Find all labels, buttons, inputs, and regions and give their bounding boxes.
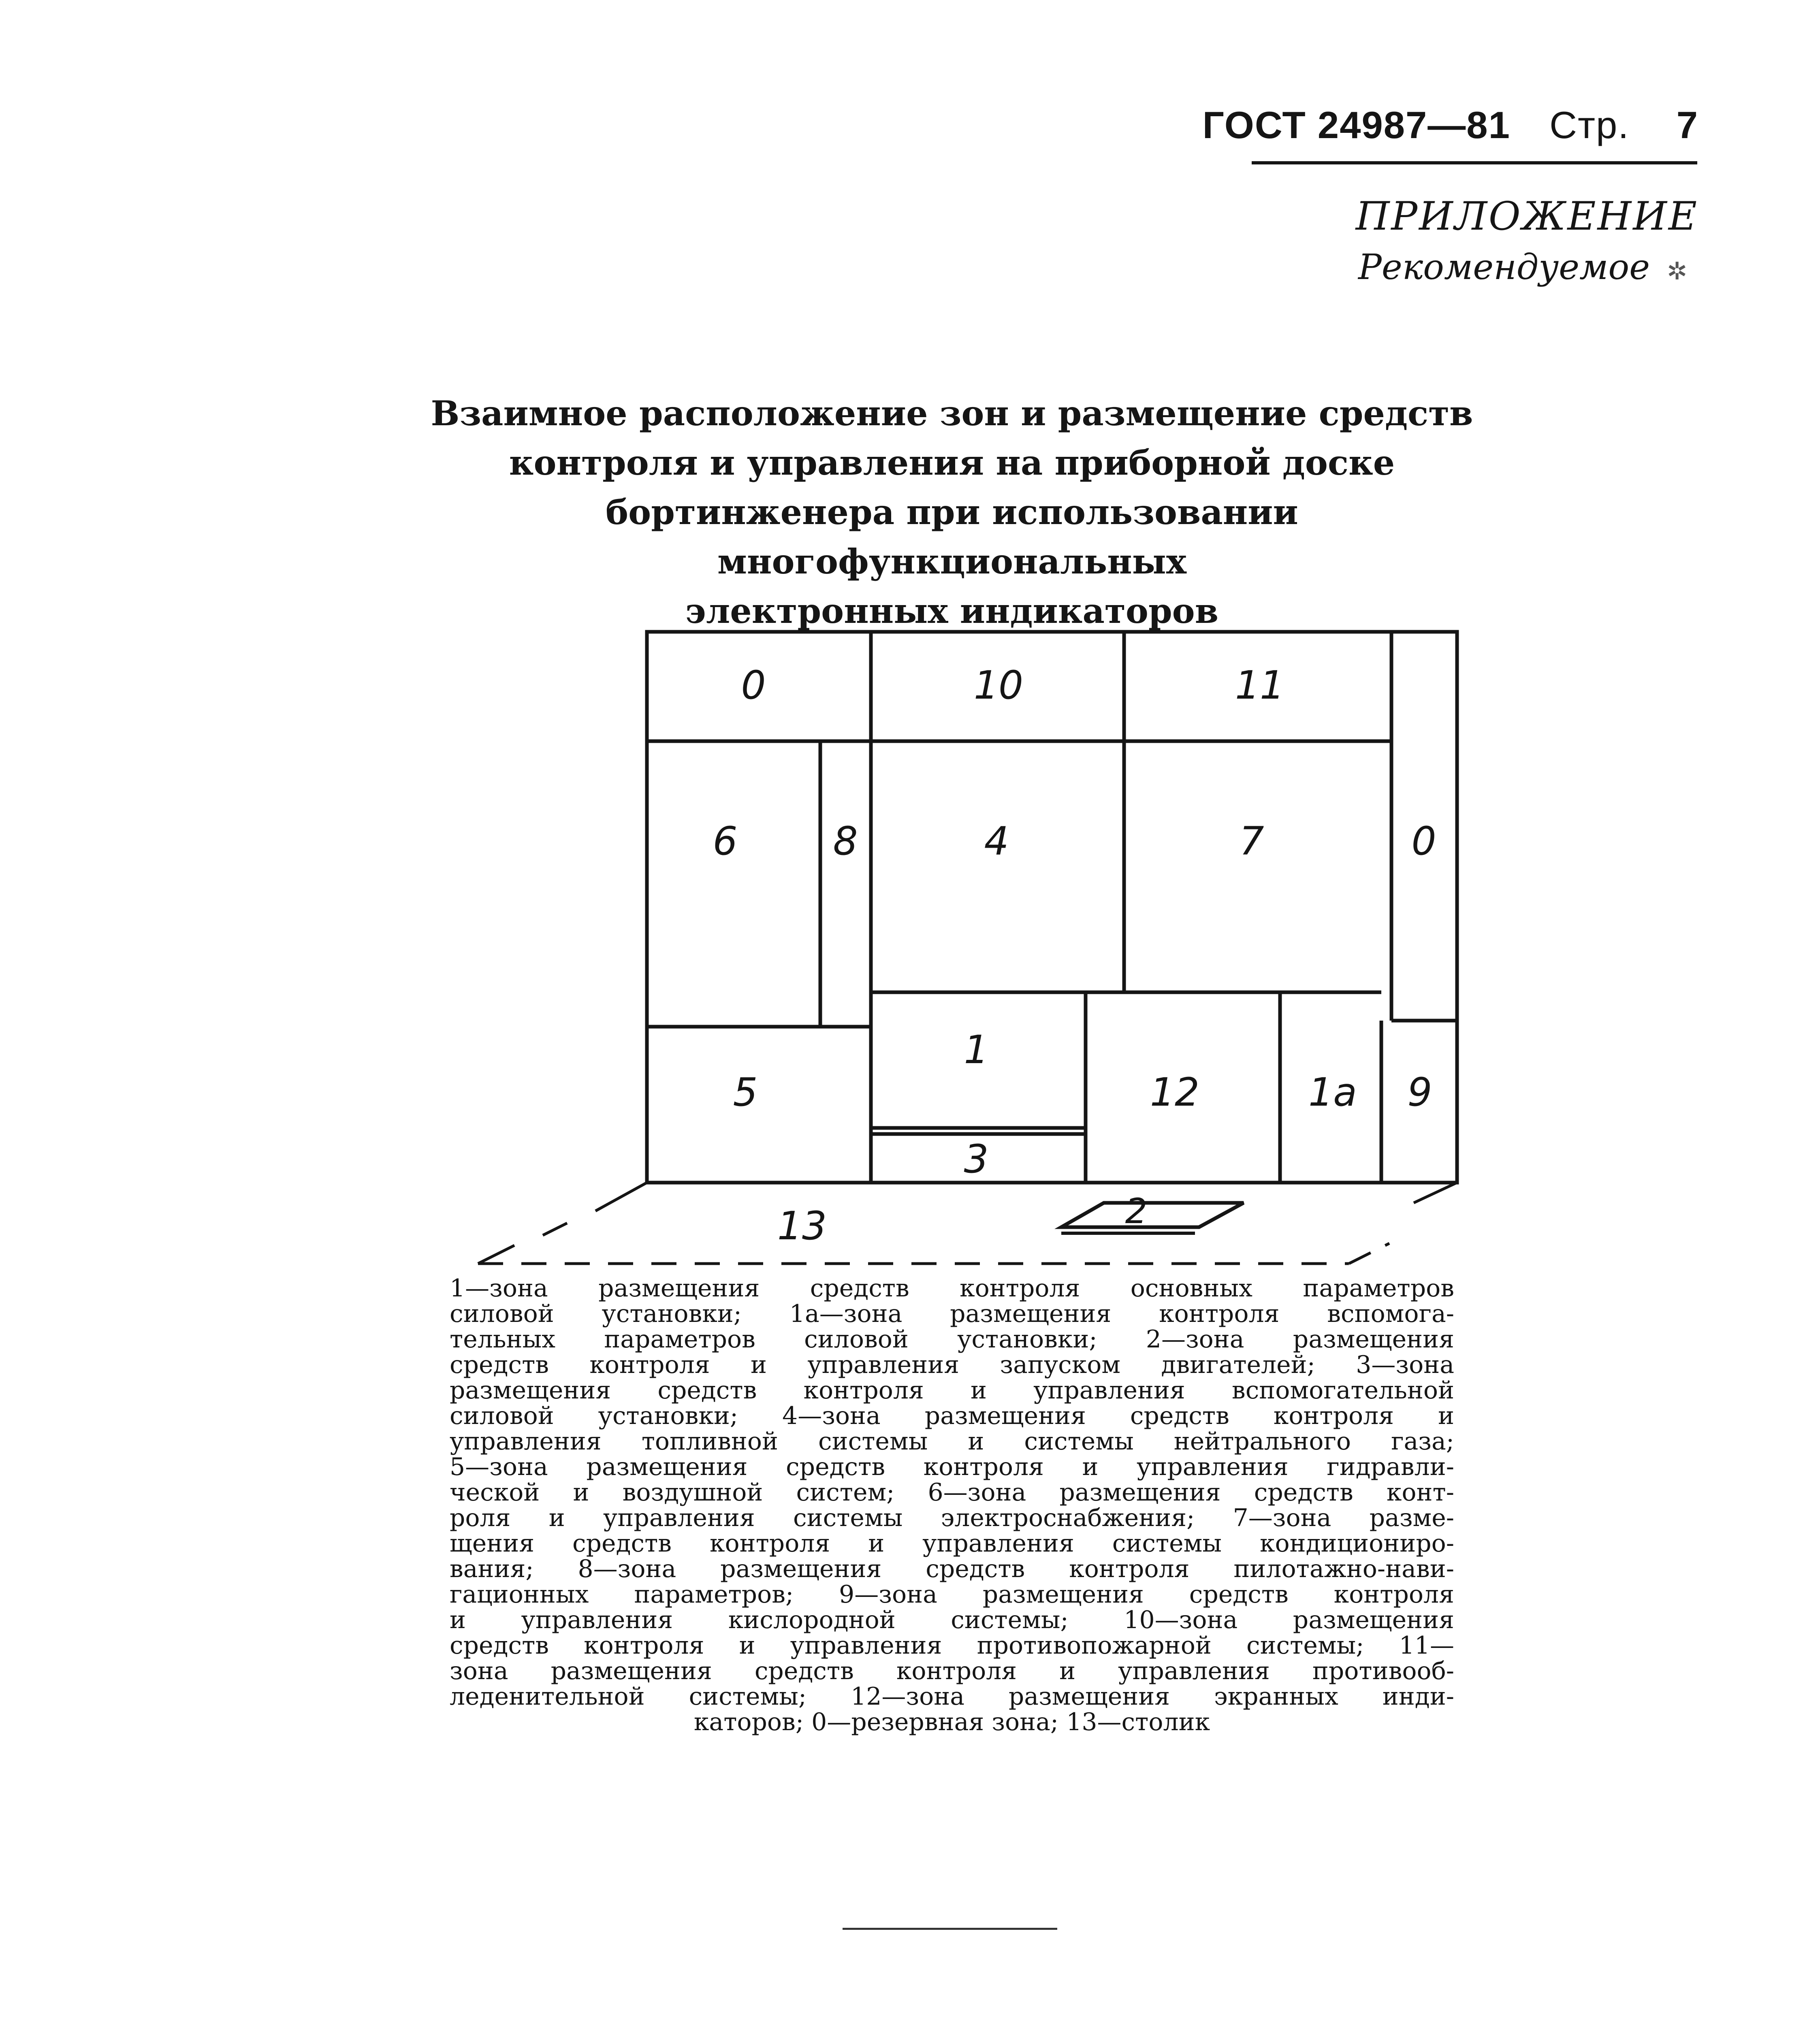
zone-label-10: 10 (973, 663, 1024, 708)
appendix-status: Рекомендуемое (1358, 247, 1650, 288)
title-line: электронных индикаторов (685, 591, 1219, 631)
legend-line: силовой установки; 4—зона размещения средств контроля и (450, 1402, 1454, 1430)
title-line: бортинженера при использовании многофункциональных (606, 492, 1298, 582)
legend-line: управления топливной системы и системы нейтрального газа; (450, 1427, 1454, 1456)
end-rule (843, 1928, 1057, 1930)
legend-line: силовой установки; 1а—зона размещения контроля вспомога- (450, 1300, 1454, 1328)
legend-line: размещения средств контроля и управления вспомогательной (450, 1376, 1454, 1405)
legend-line: вания; 8—зона размещения средств контроля пилотажно-нави- (450, 1555, 1454, 1583)
header-rule (1252, 161, 1697, 164)
table-edge (478, 1245, 514, 1264)
table-edge (595, 1183, 647, 1211)
title-line: контроля и управления на приборной доске (509, 443, 1395, 483)
zone-2-outline (1061, 1203, 1244, 1227)
legend-line: леденительной системы; 12—зона размещения экранных инди- (450, 1682, 1454, 1711)
legend-line: каторов; 0—резервная зона; 13—столик (693, 1708, 1210, 1736)
zone-label-4: 4 (984, 819, 1009, 864)
page-label: Стр. (1549, 104, 1630, 146)
legend-line: средств контроля и управления противопожарной системы; 11— (450, 1631, 1454, 1660)
zone-label-3: 3 (964, 1136, 989, 1182)
legend-line: роля и управления системы электроснабжения; 7—зона разме- (450, 1504, 1454, 1532)
zone-label-7: 7 (1239, 819, 1264, 864)
page-number: 7 (1676, 104, 1698, 146)
zone-legend (450, 1276, 1454, 1735)
zone-label-11: 11 (1235, 663, 1285, 708)
standard-number: ГОСТ 24987—81 (1202, 104, 1511, 146)
panel-zone-diagram (446, 608, 1531, 1272)
legend-line: и управления кислородной системы; 10—зона размещения (450, 1606, 1454, 1634)
legend-line: средств контроля и управления запуском двигателей; 3—зона (450, 1351, 1454, 1379)
legend-line: гационных параметров; 9—зона размещения средств контроля (450, 1580, 1454, 1609)
legend-line: тельных параметров силовой установки; 2—зона размещения (450, 1325, 1454, 1354)
zone-label-5: 5 (733, 1070, 758, 1115)
title-line: Взаимное расположение зон и размещение средств (431, 393, 1473, 433)
zone-label-8: 8 (833, 819, 858, 864)
zone-label-0-top: 0 (741, 663, 766, 708)
zone-label-1: 1 (964, 1027, 989, 1072)
running-header (1203, 103, 1698, 147)
table-edge (1349, 1243, 1389, 1264)
legend-line: зона размещения средств контроля и управления противооб- (450, 1657, 1454, 1685)
asterisk-mark-icon: ✲ (1667, 257, 1688, 286)
legend-line: ческой и воздушной систем; 6—зона размещения средств конт- (450, 1478, 1454, 1507)
zone-label-2: 2 (1125, 1191, 1148, 1232)
zone-label-0-right: 0 (1411, 819, 1436, 864)
zone-label-13: 13 (777, 1203, 827, 1249)
document-title (405, 389, 1499, 636)
zone-label-1a: 1a (1308, 1070, 1357, 1115)
table-edge (543, 1223, 567, 1235)
appendix-title: ПРИЛОЖЕНИЕ (1355, 194, 1698, 239)
zone-label-9: 9 (1407, 1070, 1432, 1115)
zone-label-12: 12 (1150, 1070, 1200, 1115)
zone-label-6: 6 (713, 819, 738, 864)
legend-line: 5—зона размещения средств контроля и управления гидравли- (450, 1453, 1454, 1481)
table-edge (1414, 1183, 1457, 1203)
legend-line: 1—зона размещения средств контроля основных параметров (450, 1274, 1454, 1302)
legend-line: щения средств контроля и управления системы кондициониро- (450, 1529, 1454, 1558)
